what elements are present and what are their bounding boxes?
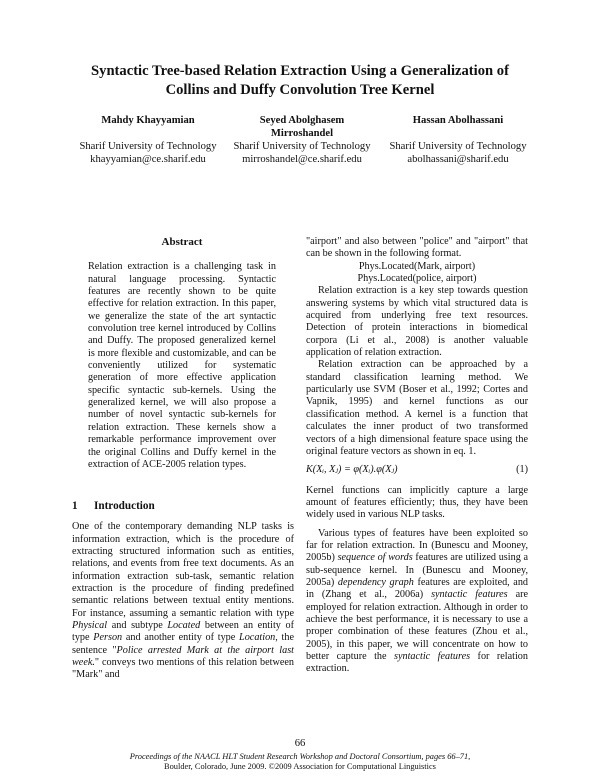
relation-example-1: Phys.Located(Mark, airport) [358, 260, 476, 272]
abstract-heading: Abstract [161, 236, 203, 248]
author-block-2 [228, 114, 376, 166]
author-email: khayyamian@ce.sharif.edu [90, 154, 206, 165]
relation-example-2: Phys.Located(police, airport) [357, 273, 477, 285]
proceedings-footer [60, 752, 540, 772]
right-column [306, 236, 528, 676]
title-line-2: Collins and Duffy Convolution Tree Kernel [165, 82, 435, 98]
paragraph-features: Various types of features have been exploited so far for relation extraction. In (Bunescu and Mooney, 2005b) sequence of words features are utilized using a sub-sequence kernel. In (Bunescu and Mooney, 2005a) dependency graph features are exploited, and in (Zhang et al., 2006a) syntactic features are employed for relation extraction. Although in order to achieve the best performance, it is necessary to use a proper combination of these features (Zhou et al., 2005), in this paper, we will concentrate on how to better capture the syntactic features for relation extraction. [306, 527, 529, 675]
author-block-3 [378, 114, 538, 166]
footer-line-2: Boulder, Colorado, June 2009. ©2009 Association for Computational Linguistics [164, 762, 436, 771]
author-name: Hassan Abolhassani [412, 115, 504, 126]
paragraph-classification: Relation extraction can be approached by a standard classification learning method. We particularly use SVM (Boser et al., 1992; Cortes and Vapnik, 1995) and kernel functions as our classification method. A kernel is a function that calculates the inner product of two transformed vectors of a high dimensional feature space using the original feature vectors as shown in eq. 1. [306, 359, 528, 457]
author-name: Mahdy Khayyamian [101, 115, 195, 126]
section-heading [72, 500, 294, 512]
title-line-1: Syntactic Tree-based Relation Extraction Using a Generalization of [91, 63, 509, 79]
author-affiliation: Sharif University of Technology [233, 141, 371, 152]
section-number: 1 [72, 500, 78, 512]
author-name: Seyed Abolghasem Mirroshandel [259, 115, 345, 139]
equation-number: (1) [516, 464, 528, 476]
continued-paragraph: "airport" and also between "police" and "airport" that can be shown in the following format. [306, 236, 528, 260]
page-number: 66 [294, 738, 306, 749]
abstract-text: Relation extraction is a challenging task in natural language processing. Syntactic features are recently shown to be quite effective for relation extraction. In this paper, we generalize the state of the art syntactic convolution tree kernel introduced by Collins and Duffy. The proposed generalized kernel is more flexible and customizable, and can be conveniently utilized for systematic generation of more effective application specific syntactic sub-kernels. Using the generalized kernel, we will also propose a number of novel syntactic sub-kernels for relation extraction. These kernels show a remarkable performance improvement over the original Collins and Duffy kernel in the extraction of ACE-2005 relation types. [88, 261, 276, 470]
author-block-1 [68, 114, 228, 166]
footer-line-1: Proceedings of the NAACL HLT Student Research Workshop and Doctoral Consortium, pages 66–71, [129, 752, 471, 761]
author-affiliation: Sharif University of Technology [79, 141, 217, 152]
author-email: abolhassani@sharif.edu [407, 154, 509, 165]
intro-paragraph: One of the contemporary demanding NLP tasks is information extraction, which is the procedure of extracting structured information such as entities, relations, and events from free text documents. As an information extraction sub-task, semantic relation extraction is the procedure of finding predefined semantic relations between textual entity mentions. For instance, assuming a semantic relation with type Physical and subtype Located between an entity of type Person and another entity of type Location, the sentence "Police arrested Mark at the airport last week." conveys two mentions of this relation between "Mark" and [72, 521, 295, 681]
author-affiliation: Sharif University of Technology [389, 141, 527, 152]
equation-body: K(Xᵢ, Xⱼ) = φ(Xᵢ).φ(Xⱼ) [306, 464, 398, 476]
paragraph-kernels: Kernel functions can implicitly capture a large amount of features efficiently; thus, they have been widely used in various NLP tasks. [306, 484, 528, 521]
abstract [88, 236, 276, 471]
equation-1 [306, 464, 528, 476]
introduction-section [72, 500, 294, 682]
paper-title [40, 62, 560, 100]
author-email: mirroshandel@ce.sharif.edu [242, 154, 362, 165]
section-title: Introduction [94, 500, 155, 512]
paragraph-qa: Relation extraction is a key step towards question answering systems by which vital structured data is acquired from underlying free text resources. Detection of protein interactions in biomedical corpora (Li et al., 2008) is another valuable application of relation extraction. [306, 285, 528, 359]
